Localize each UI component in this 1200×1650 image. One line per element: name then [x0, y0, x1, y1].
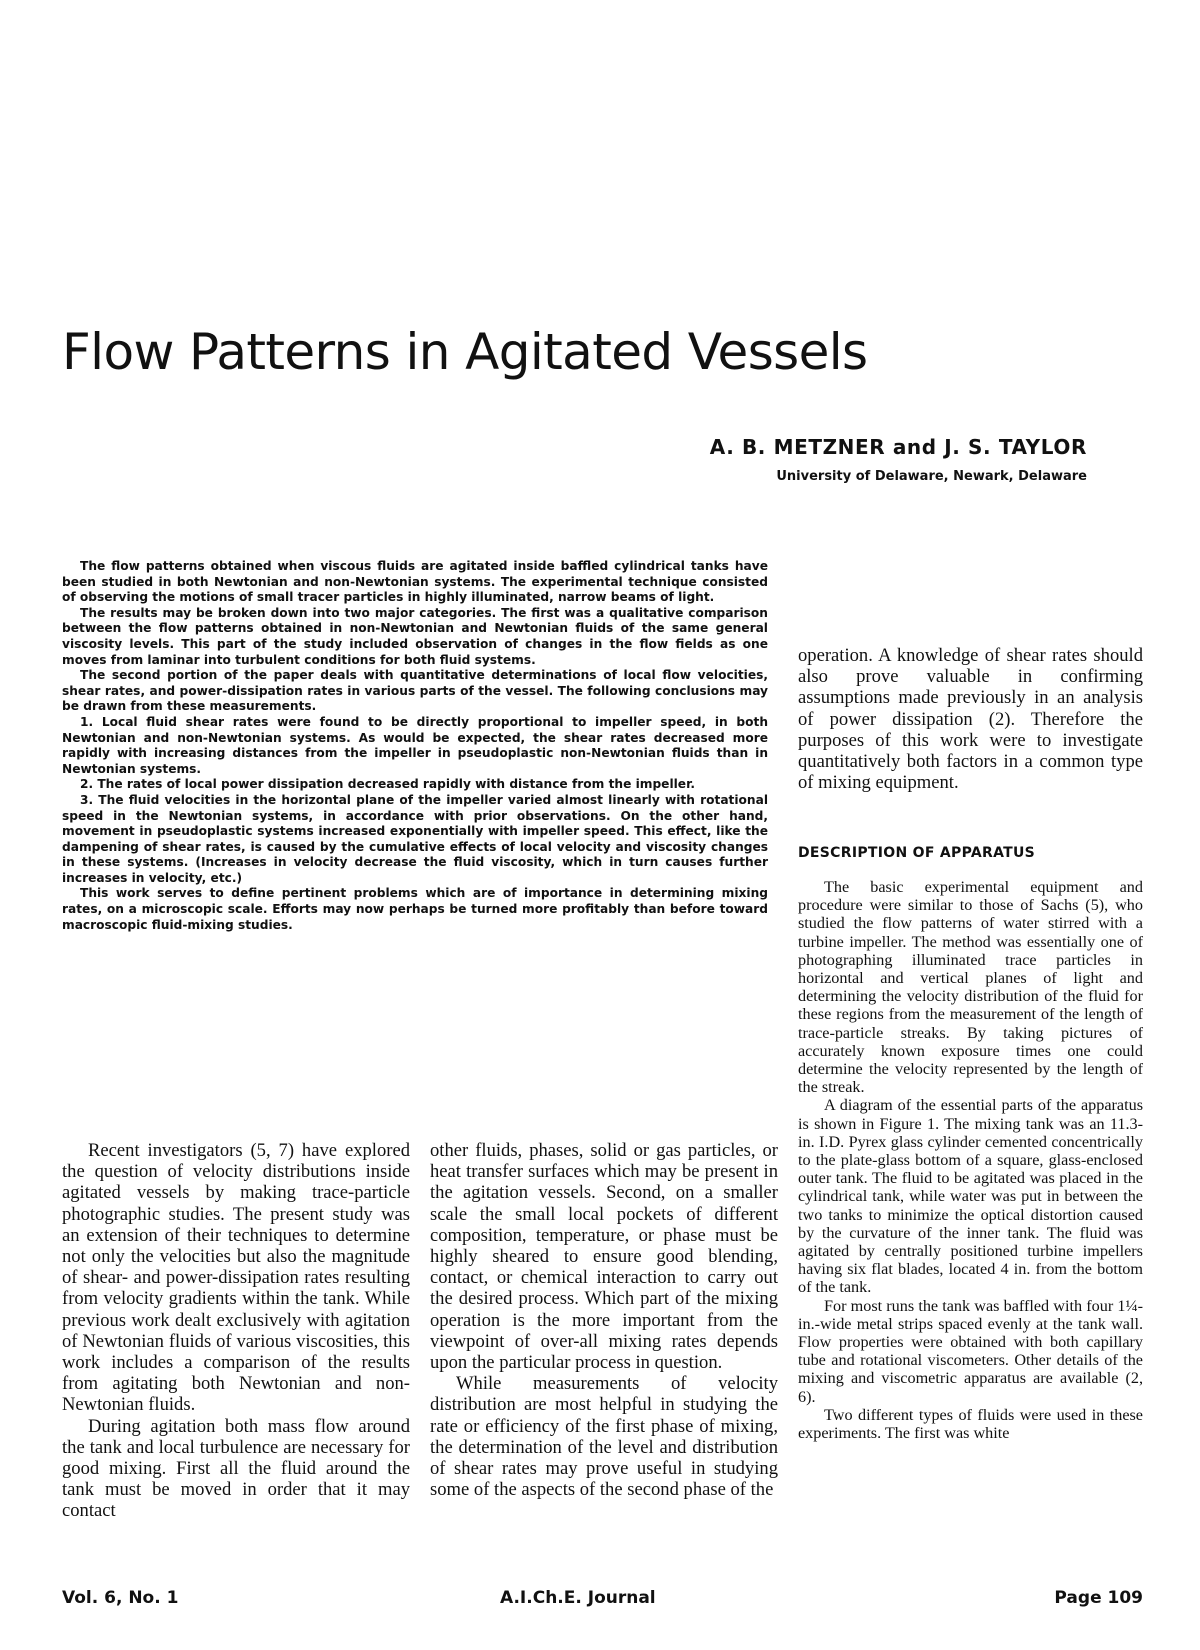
- body-paragraph: Recent investigators (5, 7) have explored the question of velocity distributions inside agitated vessels by making trace-particle photographic studies. The present study was an extension of their techniques to determine not only the velocities but also the magnitude of shear- and power-dissipation rates resulting from velocity gradients within the tank. While previous work dealt exclusively with agitation of Newtonian fluids of various viscosities, this work includes a comparison of the results from agitating both Newtonian and non-Newtonian fluids.: [62, 1140, 410, 1416]
- body-paragraph: For most runs the tank was baffled with four 1¼-in.-wide metal strips spaced evenly at the tank wall. Flow properties were obtained with both capillary tube and rotational viscometers. Other details of the mixing and viscometric apparatus are available (2, 6).: [798, 1296, 1143, 1406]
- footer-page-number: Page 109: [1054, 1588, 1143, 1608]
- abstract-paragraph: The flow patterns obtained when viscous fluids are agitated inside baffled cylindrical tanks have been studied in both Newtonian and non-Newtonian systems. The experimental technique consisted of observing the motions of small tracer particles in highly illuminated, narrow beams of light.: [62, 559, 768, 605]
- author-line: A. B. METZNER and J. S. TAYLOR: [709, 435, 1087, 459]
- abstract-paragraph: The second portion of the paper deals with quantitative determinations of local flow velocities, shear rates, and power-dissipation rates in various parts of the vessel. The following conclusions may be drawn from these measurements.: [62, 668, 768, 714]
- abstract-paragraph: The results may be broken down into two major categories. The first was a qualitative comparison between the flow patterns obtained in non-Newtonian and Newtonian fluids of the same general viscosity levels. This part of the study included observation of changes in the flow fields as one moves from laminar into turbulent conditions for both fluid systems.: [62, 605, 768, 667]
- body-column-3-bottom: [798, 878, 1143, 1442]
- footer-journal: A.I.Ch.E. Journal: [500, 1588, 656, 1608]
- footer-volume: Vol. 6, No. 1: [62, 1588, 179, 1608]
- affiliation: University of Delaware, Newark, Delaware: [776, 469, 1087, 484]
- body-paragraph: The basic experimental equipment and procedure were similar to those of Sachs (5), who studied the flow patterns of water stirred with a turbine impeller. The method was essentially one of photographing illuminated trace particles in horizontal and vertical planes of light and determining the velocity distribution of the fluid for these regions from the measurement of the length of trace-particle streaks. By taking pictures of accurately known exposure times one could determine the velocity represented by the length of the streak.: [798, 878, 1143, 1097]
- abstract-paragraph: This work serves to define pertinent problems which are of importance in determining mixing rates, on a microscopic scale. Efforts may now perhaps be turned more profitably than before toward macroscopic fluid-mixing studies.: [62, 886, 768, 932]
- abstract-conclusion-3: 3. The fluid velocities in the horizontal plane of the impeller varied almost linearly with rotational speed in the Newtonian systems, in accordance with prior observations. On the other hand, movement in pseudoplastic systems increased exponentially with impeller speed. This effect, like the dampening of shear rates, is caused by the cumulative effects of local velocity and viscosity changes in these systems. (Increases in velocity decrease the fluid viscosity, which in turn causes further increases in velocity, etc.): [62, 792, 768, 885]
- body-paragraph: operation. A knowledge of shear rates should also prove valuable in confirming assumptions made previously in an analysis of power dissipation (2). Therefore the purposes of this work were to investigate quantitatively both factors in a common type of mixing equipment.: [798, 645, 1143, 794]
- body-column-2: [430, 1140, 778, 1500]
- abstract-conclusion-2: 2. The rates of local power dissipation decreased rapidly with distance from the impeller.: [80, 777, 695, 792]
- section-heading: DESCRIPTION OF APPARATUS: [798, 845, 1036, 861]
- body-paragraph: A diagram of the essential parts of the apparatus is shown in Figure 1. The mixing tank was an 11.3-in. I.D. Pyrex glass cylinder cemented concentrically to the plate-glass bottom of a square, glass-enclosed outer tank. The fluid to be agitated was placed in the cylindrical tank, while water was put in between the two tanks to minimize the optical distortion caused by the curvature of the inner tank. The fluid was agitated by centrally positioned turbine impellers having six flat blades, located 4 in. from the bottom of the tank.: [798, 1096, 1143, 1297]
- body-paragraph: other fluids, phases, solid or gas particles, or heat transfer surfaces which may be present in the agitation vessels. Second, on a smaller scale the small local pockets of different composition, temperature, or phase must be highly sheared to ensure good blending, contact, or chemical interaction to carry out the desired process. Which part of the mixing operation is the more important from the viewpoint of over-all mixing rates depends upon the particular process in question.: [430, 1140, 778, 1374]
- body-paragraph: During agitation both mass flow around the tank and local turbulence are necessary for good mixing. First all the fluid around the tank must be moved in order that it may contact: [62, 1415, 410, 1522]
- abstract: [62, 559, 768, 933]
- body-column-1: [62, 1140, 410, 1522]
- body-paragraph: Two different types of fluids were used in these experiments. The first was white: [798, 1405, 1143, 1443]
- body-paragraph: While measurements of velocity distribution are most helpful in studying the rate or efficiency of the first phase of mixing, the determination of the level and distribution of shear rates may prove useful in studying some of the aspects of the second phase of the: [430, 1373, 778, 1501]
- abstract-conclusion-1: 1. Local fluid shear rates were found to be directly proportional to impeller speed, in both Newtonian and non-Newtonian systems. As would be expected, the shear rates decreased more rapidly with increasing distances from the impeller in pseudoplastic non-Newtonian fluids than in Newtonian systems.: [62, 714, 768, 776]
- body-column-3-top: [798, 645, 1143, 793]
- article-title: Flow Patterns in Agitated Vessels: [62, 323, 868, 381]
